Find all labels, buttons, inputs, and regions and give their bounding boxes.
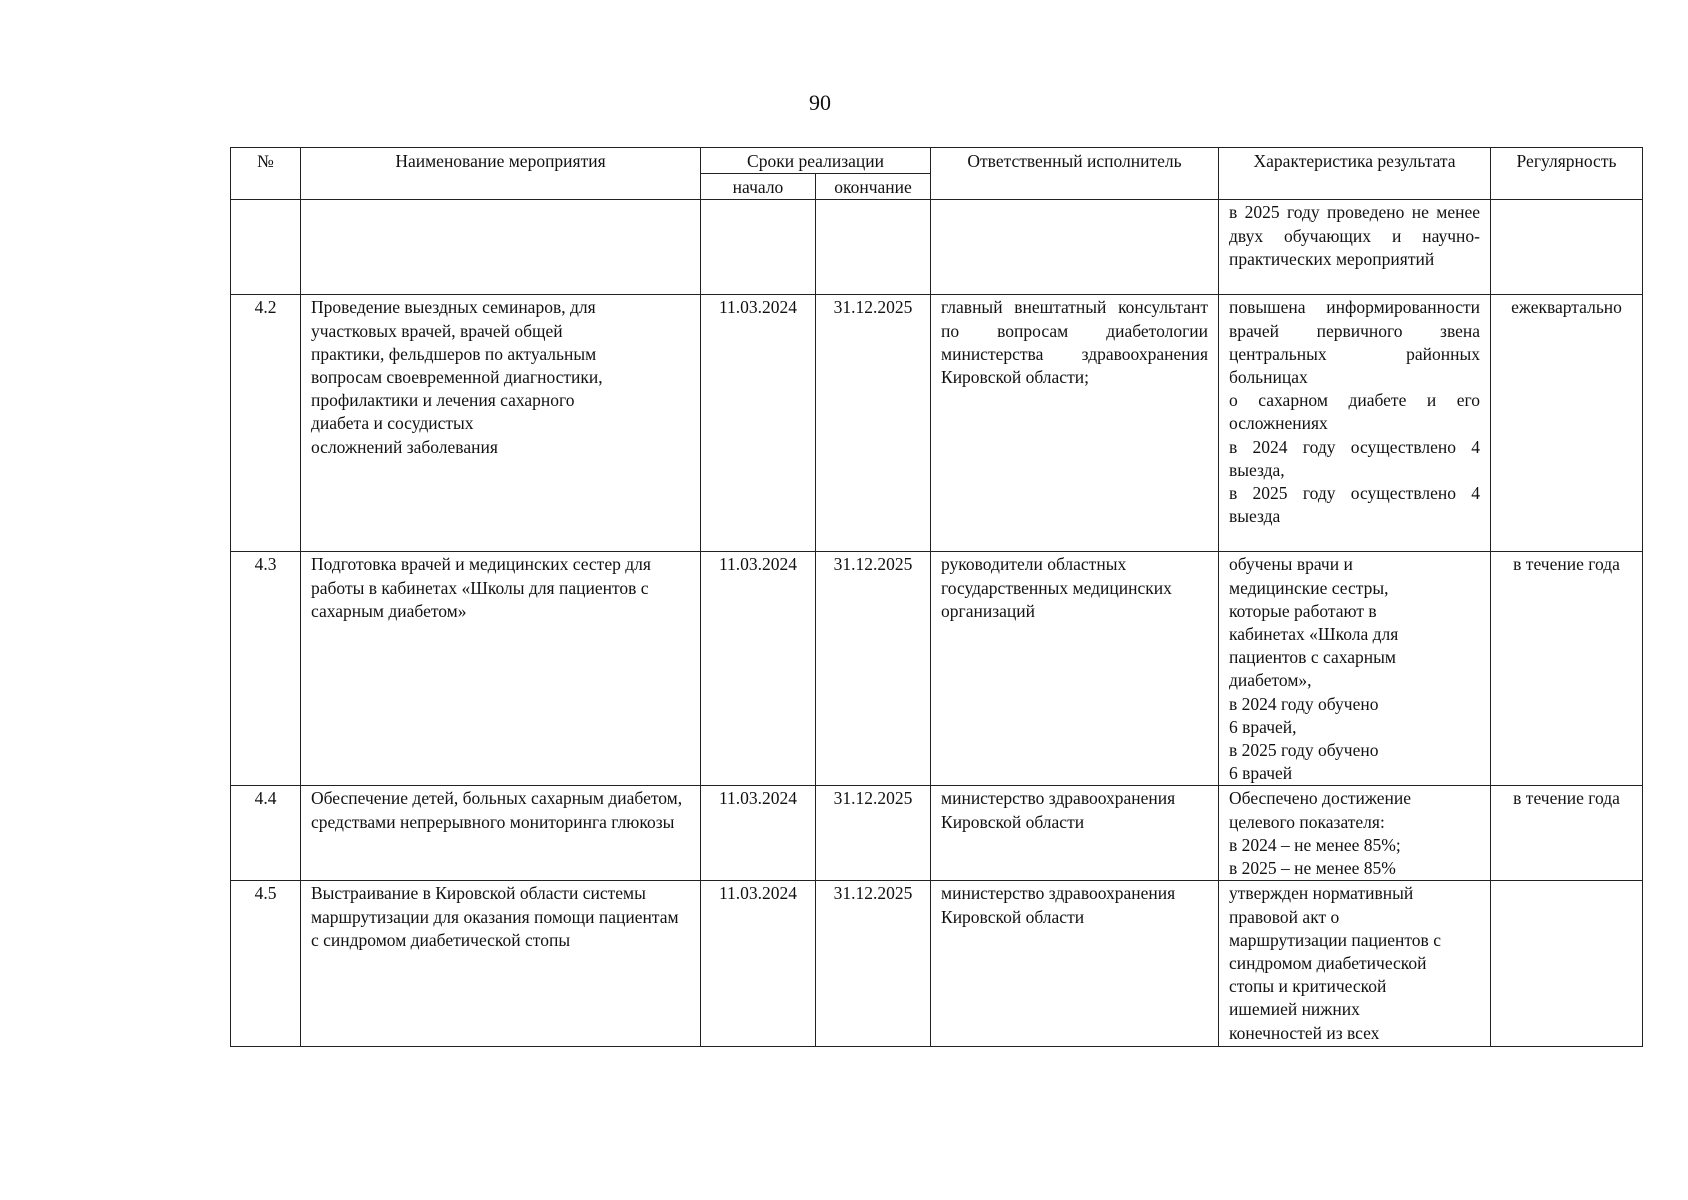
row-result-line: в 2024 – не менее 85%; (1229, 834, 1401, 855)
row-result (1219, 786, 1491, 881)
row-name-line: Проведение выездных семинаров, для (311, 297, 596, 318)
row-end (816, 200, 931, 295)
row-result-line: синдромом диабетической (1229, 953, 1427, 974)
row-name-line: профилактики и лечения сахарного (311, 390, 575, 411)
row-start: 11.03.2024 (701, 786, 816, 881)
row-result (1219, 295, 1491, 552)
table-row (231, 295, 1643, 552)
row-start: 11.03.2024 (701, 552, 816, 786)
row-result-line: в 2025 – не менее 85% (1229, 858, 1396, 879)
row-result (1219, 881, 1491, 1047)
row-executor: министерство здравоохранения Кировской области (931, 881, 1219, 1047)
row-name: Подготовка врачей и медицинских сестер для работы в кабинетах «Школы для пациентов с сахарным диабетом» (301, 552, 701, 786)
row-end: 31.12.2025 (816, 881, 931, 1047)
row-executor: руководители областных государственных медицинских организаций (931, 552, 1219, 786)
row-start (701, 200, 816, 295)
row-result-line: обучены врачи и (1229, 554, 1353, 575)
row-num: 4.5 (231, 881, 301, 1047)
row-executor: главный внештатный консультант по вопросам диабетологии министерства здравоохранения Кировской области; (931, 295, 1219, 552)
header-start: начало (701, 174, 816, 200)
row-result-line: 6 врачей, (1229, 716, 1297, 737)
row-regularity: в течение года (1491, 552, 1643, 786)
header-executor: Ответственный исполнитель (931, 148, 1219, 200)
row-result-line: правовой акт о (1229, 906, 1340, 927)
row-result-line: пациентов с сахарным (1229, 647, 1396, 668)
row-result-line: 6 врачей (1229, 763, 1293, 784)
row-name: Обеспечение детей, больных сахарным диабетом, средствами непрерывного мониторинга глюкозы (301, 786, 701, 881)
row-name-line: диабета и сосудистых (311, 413, 474, 434)
row-num (231, 200, 301, 295)
header-num: № (231, 148, 301, 200)
row-executor: министерство здравоохранения Кировской области (931, 786, 1219, 881)
row-result-line: стопы и критической (1229, 976, 1387, 997)
row-result-line: в 2025 году осуществлено 4 выезда (1229, 483, 1481, 527)
row-result-line: повышена информированности врачей первичного звена центральных районных больницах (1229, 297, 1481, 388)
header-name: Наименование мероприятия (301, 148, 701, 200)
row-result-line: о сахарном диабете и его осложнениях (1229, 390, 1481, 434)
row-end: 31.12.2025 (816, 295, 931, 552)
row-num: 4.3 (231, 552, 301, 786)
row-result-line: утвержден нормативный (1229, 883, 1414, 904)
row-name-line: участковых врачей, врачей общей (311, 320, 563, 341)
header-terms: Сроки реализации (701, 148, 931, 174)
row-result-line: в 2025 году обучено (1229, 740, 1379, 761)
row-result-line: диабетом», (1229, 670, 1312, 691)
header-result: Характеристика результата (1219, 148, 1491, 200)
row-name-line: вопросам своевременной диагностики, (311, 367, 603, 388)
row-result-line: маршрутизации пациентов с (1229, 929, 1441, 950)
row-start: 11.03.2024 (701, 295, 816, 552)
row-num: 4.2 (231, 295, 301, 552)
header-regularity: Регулярность (1491, 148, 1643, 200)
row-end: 31.12.2025 (816, 786, 931, 881)
header-end: окончание (816, 174, 931, 200)
row-result-line: Обеспечено достижение (1229, 788, 1412, 809)
row-name-line: практики, фельдшеров по актуальным (311, 343, 597, 364)
page-number: 90 (809, 90, 831, 115)
table-row (231, 552, 1643, 786)
row-result-line: которые работают в (1229, 600, 1377, 621)
row-name: Выстраивание в Кировской области системы маршрутизации для оказания помощи пациентам с синдромом диабетической стопы (301, 881, 701, 1047)
row-regularity (1491, 200, 1643, 295)
row-result-line: конечностей из всех (1229, 1022, 1380, 1043)
row-result: в 2025 году проведено не менее двух обучающих и научно-практических мероприятий (1219, 200, 1491, 295)
table-row (231, 881, 1643, 1047)
row-end: 31.12.2025 (816, 552, 931, 786)
row-result-line: кабинетах «Школа для (1229, 624, 1399, 645)
row-result-line: в 2024 году осуществлено 4 выезда, (1229, 436, 1481, 480)
row-regularity: ежеквартально (1491, 295, 1643, 552)
row-name (301, 295, 701, 552)
table-row (231, 200, 1643, 295)
measures-table (230, 147, 1643, 1047)
row-executor (931, 200, 1219, 295)
row-start: 11.03.2024 (701, 881, 816, 1047)
row-name-line: осложнений заболевания (311, 436, 498, 457)
row-result-line: ишемией нижних (1229, 999, 1360, 1020)
row-result (1219, 552, 1491, 786)
row-name (301, 200, 701, 295)
row-result-line: медицинские сестры, (1229, 577, 1389, 598)
row-regularity (1491, 881, 1643, 1047)
row-regularity: в течение года (1491, 786, 1643, 881)
row-result-line: в 2024 году обучено (1229, 693, 1379, 714)
row-num: 4.4 (231, 786, 301, 881)
row-result-line: целевого показателя: (1229, 811, 1385, 832)
table-row (231, 786, 1643, 881)
